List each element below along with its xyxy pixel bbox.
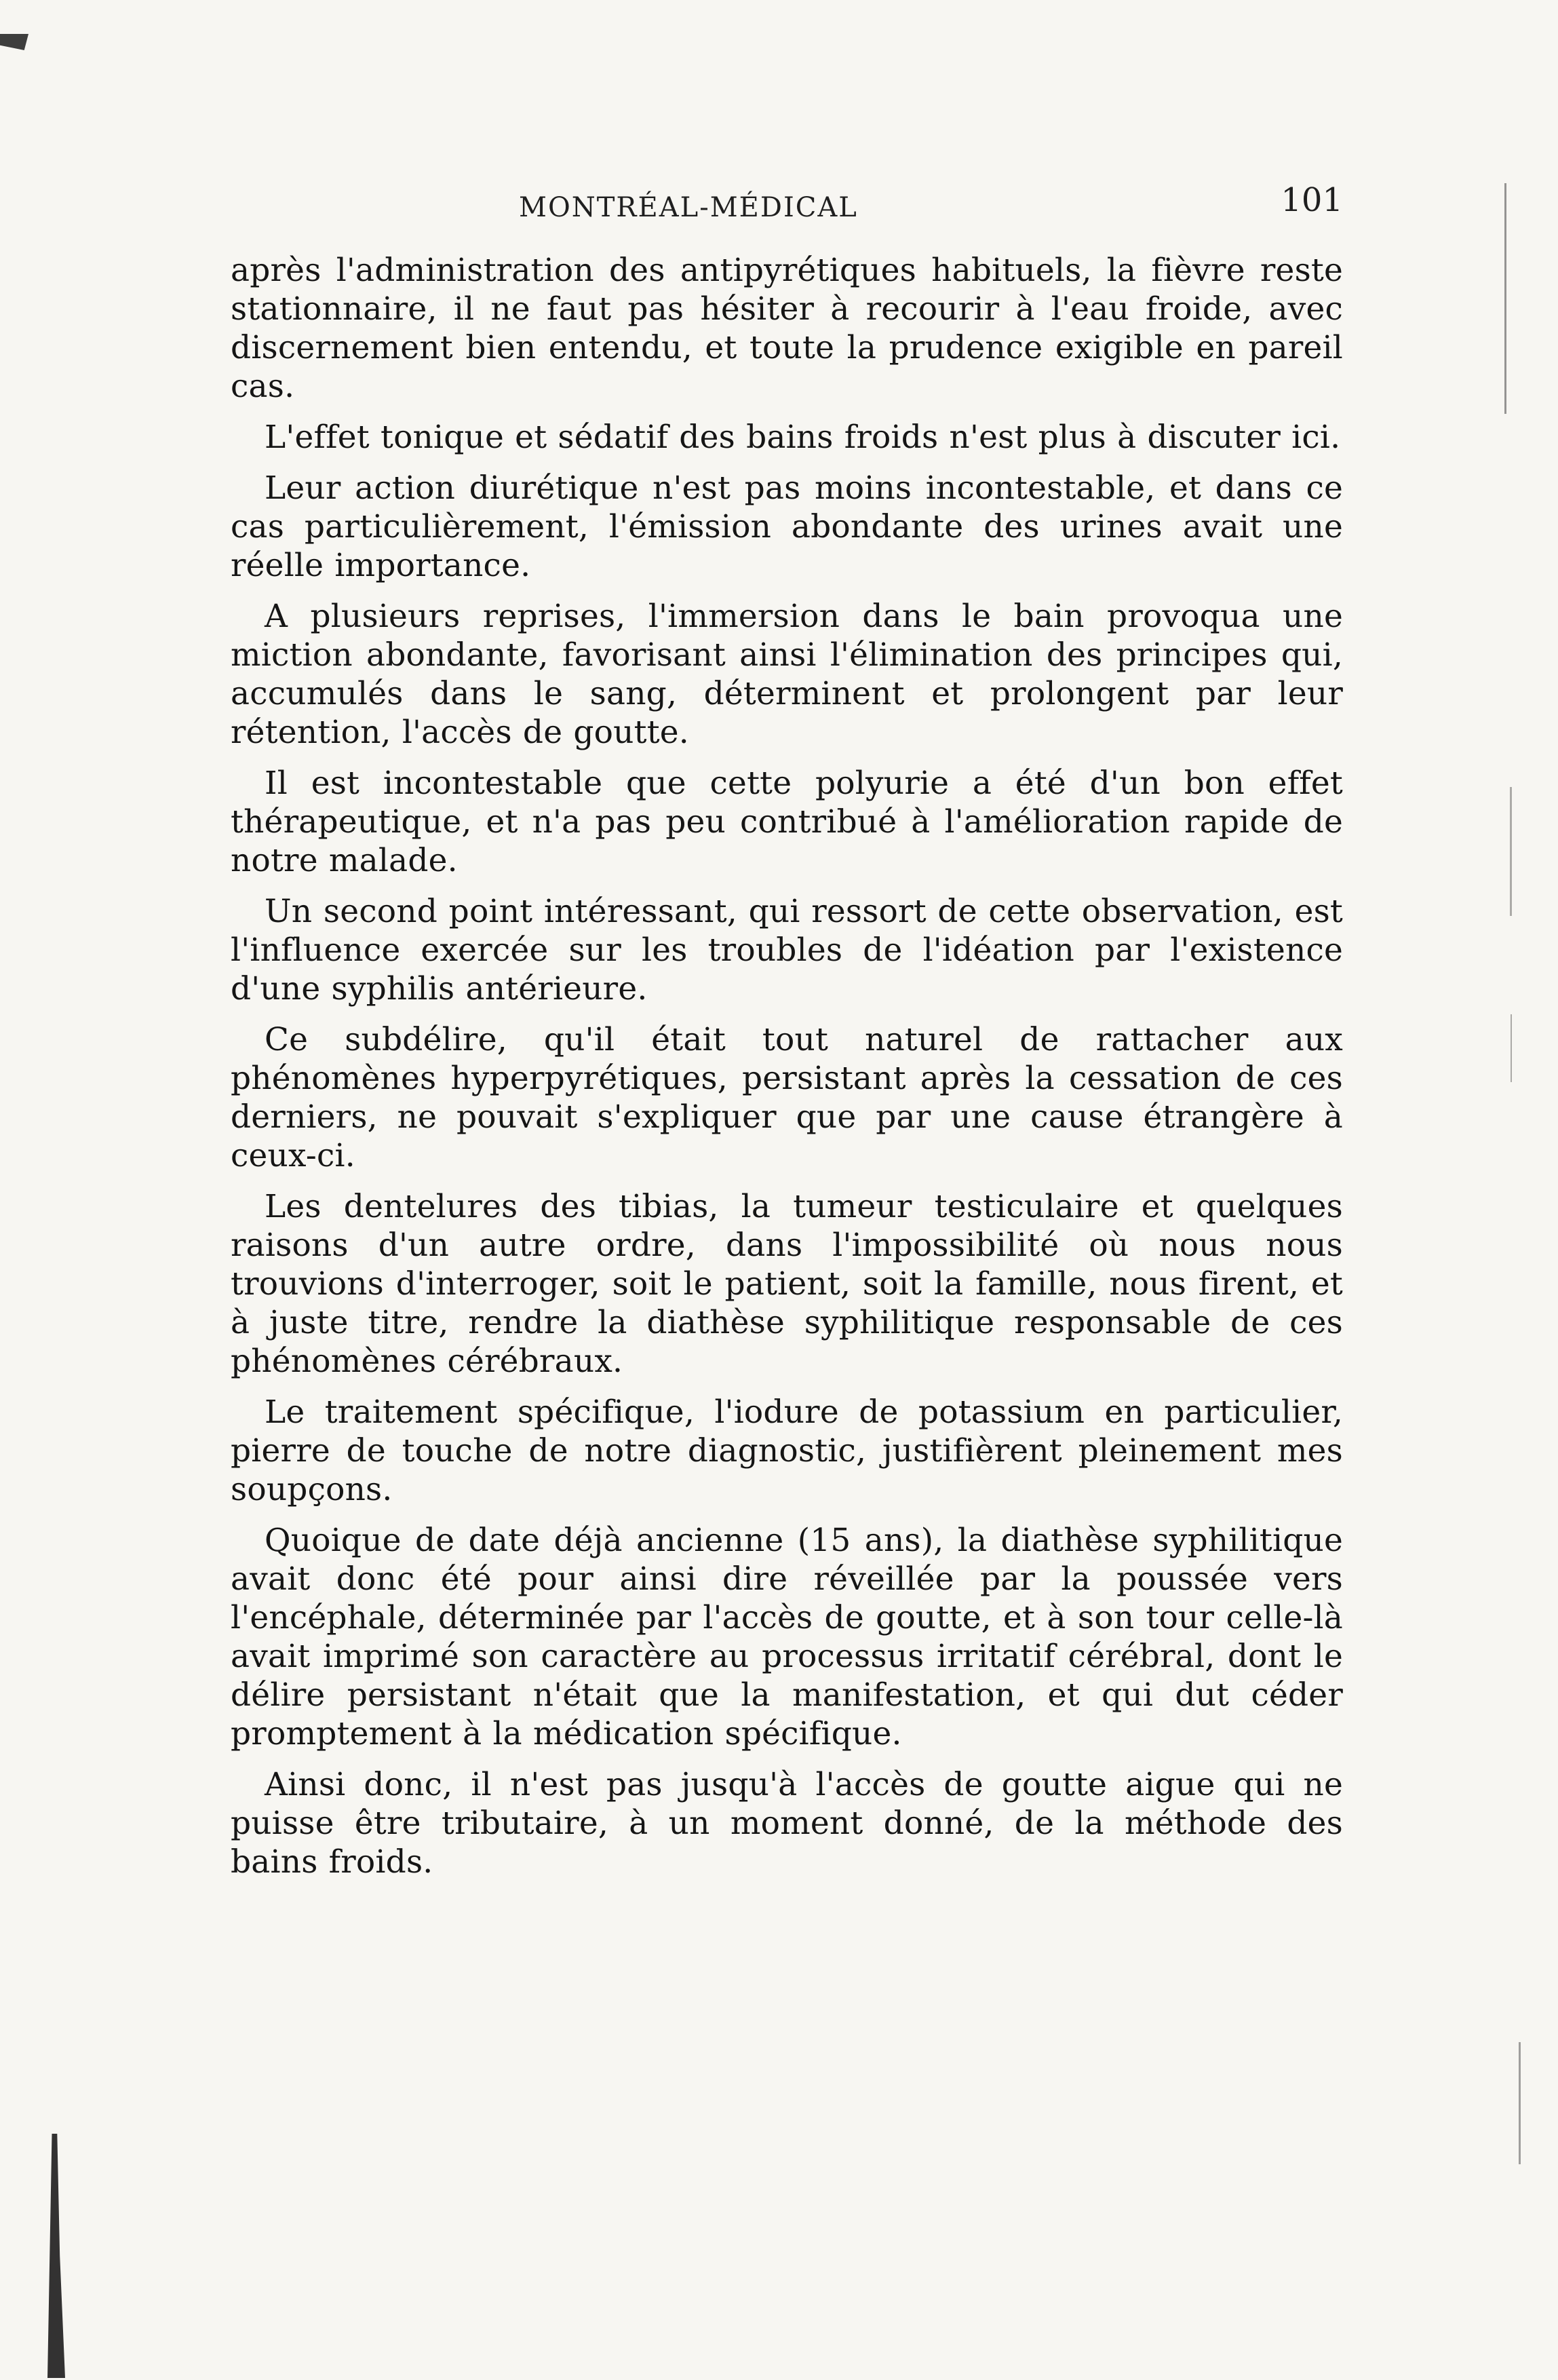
paragraph: A plusieurs reprises, l'immersion dans le bain provoqua une miction abondante, favorisant ainsi l'élimination des principes qui, accumulés dans le sang, déterminent et prolongent par leur rétention, l'accès de goutte. [231,598,1343,751]
scan-edge-line [1519,2042,1521,2164]
scan-edge-line [1504,183,1506,414]
paragraph: Ainsi donc, il n'est pas jusqu'à l'accès de goutte aigue qui ne puisse être tributaire, à un moment donné, de la méthode des bains froids. [231,1766,1343,1881]
scan-edge-line [1510,787,1512,916]
scan-edge-line [1511,1014,1512,1082]
scan-binding-mark [47,2134,65,2378]
running-head: MONTRÉAL-MÉDICAL [519,192,858,223]
paragraph: Quoique de date déjà ancienne (15 ans), la diathèse syphilitique avait donc été pour ainsi dire réveillée par la poussée vers l'encéphale, déterminée par l'accès de goutte, et à son tour celle-là avait imprimé son caractère au processus irritatif cérébral, dont le délire persistant n'était que la manifestation, et qui dut céder promptement à la médication spécifique. [231,1522,1343,1752]
paragraph: Leur action diurétique n'est pas moins incontestable, et dans ce cas particulièrement, l'émission abondante des urines avait une réelle importance. [231,469,1343,584]
scan-corner-mark [0,34,28,50]
paragraph: Un second point intéressant, qui ressort de cette observation, est l'influence exercée sur les troubles de l'idéation par l'existence d'une syphilis antérieure. [231,893,1343,1007]
paragraph: après l'administration des antipyrétiques habituels, la fièvre reste stationnaire, il ne faut pas hésiter à recourir à l'eau froide, avec discernement bien entendu, et toute la prudence exigible en pareil cas. [231,252,1343,405]
paragraph: Le traitement spécifique, l'iodure de potassium en particulier, pierre de touche de notre diagnostic, justifièrent pleinement mes soupçons. [231,1394,1343,1508]
article-text [231,251,1343,1894]
page-number: 101 [1281,181,1343,219]
paragraph: L'effet tonique et sédatif des bains froids n'est plus à discuter ici. [265,419,1341,456]
paragraph: Il est incontestable que cette polyurie a été d'un bon effet thérapeutique, et n'a pas peu contribué à l'amélioration rapide de notre malade. [231,765,1343,879]
page-header [224,173,1343,227]
paragraph: Les dentelures des tibias, la tumeur testiculaire et quelques raisons d'un autre ordre, dans l'impossibilité où nous nous trouvions d'interroger, soit le patient, soit la famille, nous firent, et à juste titre, rendre la diathèse syphilitique responsable de ces phénomènes cérébraux. [231,1188,1343,1380]
paragraph: Ce subdélire, qu'il était tout naturel de rattacher aux phénomènes hyperpyrétiques, persistant après la cessation de ces derniers, ne pouvait s'expliquer que par une cause étrangère à ceux-ci. [231,1021,1343,1174]
